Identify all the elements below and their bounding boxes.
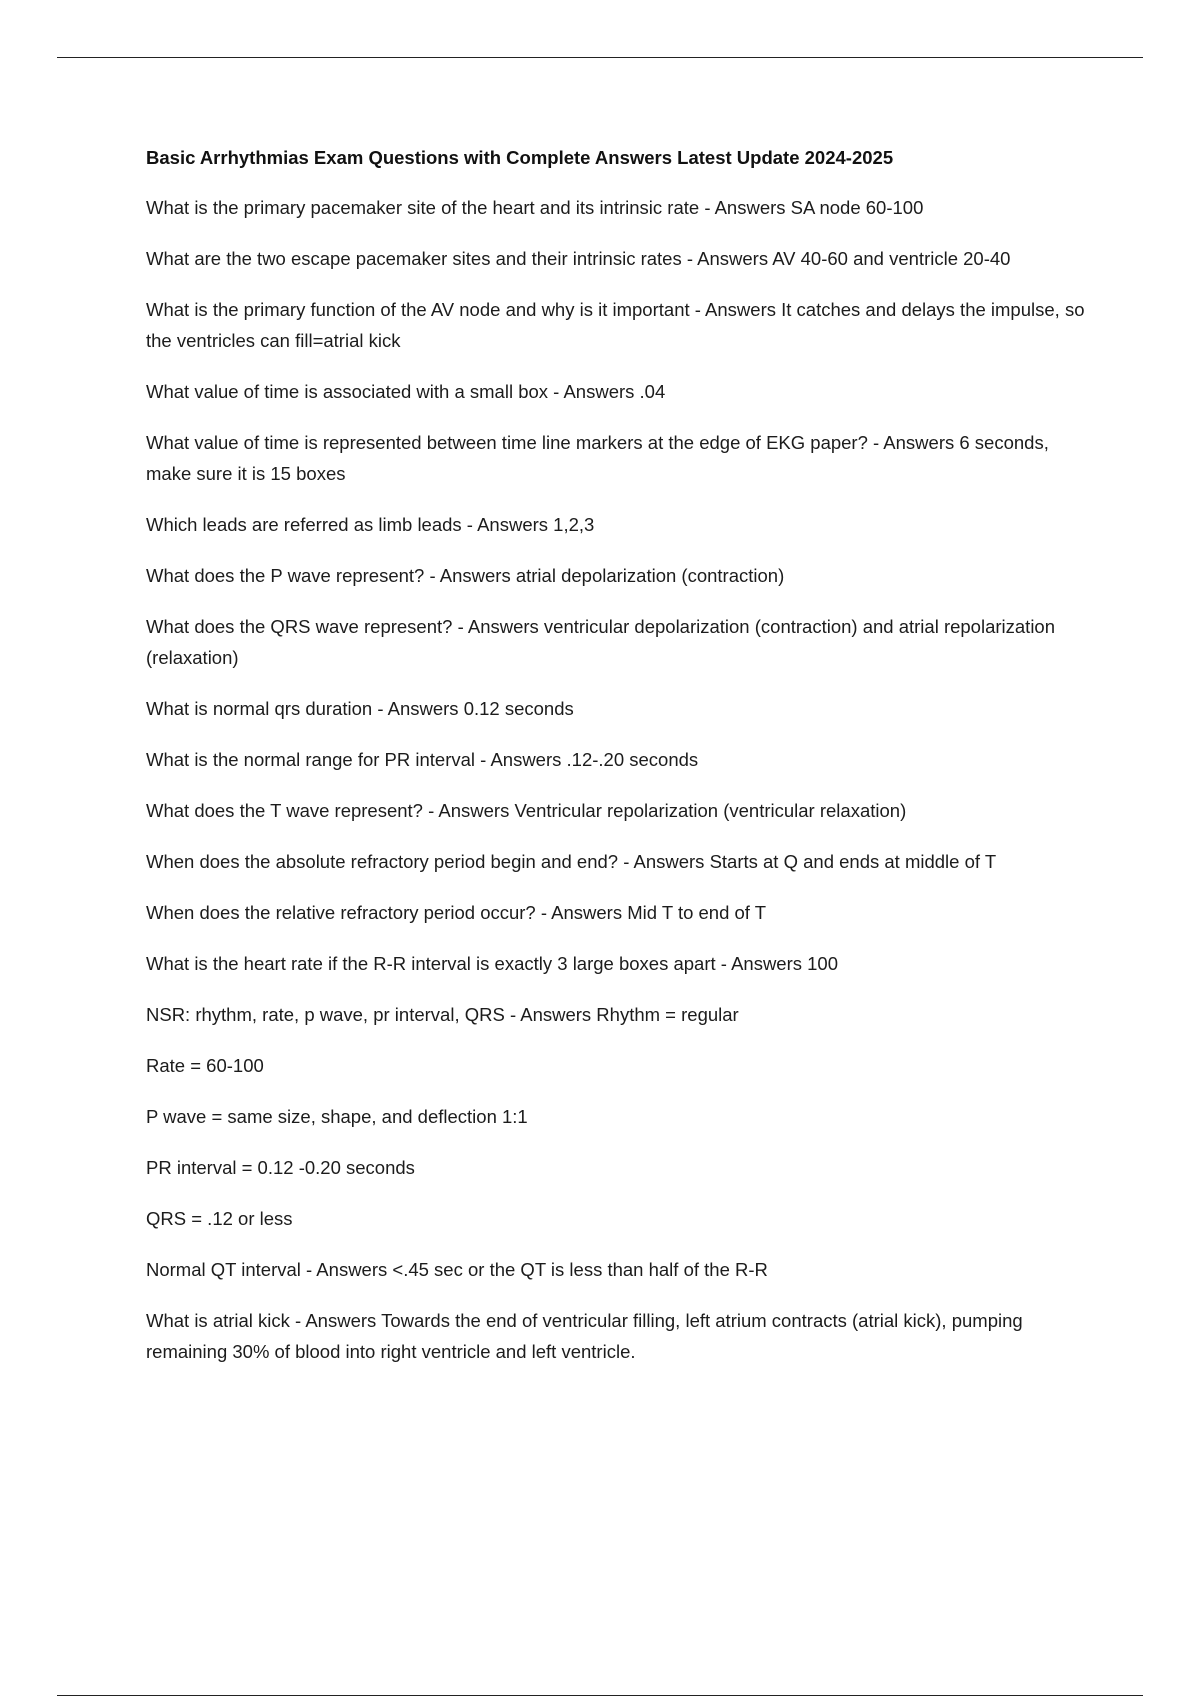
qa-entry: When does the absolute refractory period begin and end? - Answers Starts at Q and ends at middle of T: [146, 851, 997, 872]
qa-entry: What does the T wave represent? - Answers Ventricular repolarization (ventricular relaxation): [146, 800, 907, 821]
document-title: Basic Arrhythmias Exam Questions with Complete Answers Latest Update 2024-2025: [146, 147, 894, 168]
qa-entry: When does the relative refractory period occur? - Answers Mid T to end of T: [146, 902, 767, 923]
top-divider: [57, 57, 1143, 58]
qa-entry: What is the heart rate if the R-R interval is exactly 3 large boxes apart - Answers 100: [146, 953, 839, 974]
qa-entry: QRS = .12 or less: [146, 1208, 293, 1229]
qa-entry: What is the primary function of the AV node and why is it important - Answers It catches and delays the impulse, so the ventricles can fill=atrial kick: [146, 299, 1085, 351]
qa-entry: What is the normal range for PR interval - Answers .12-.20 seconds: [146, 749, 699, 770]
qa-entry: Which leads are referred as limb leads - Answers 1,2,3: [146, 514, 595, 535]
qa-entry: P wave = same size, shape, and deflection 1:1: [146, 1106, 528, 1127]
qa-entry: What value of time is associated with a small box - Answers .04: [146, 381, 666, 402]
qa-entry: Rate = 60-100: [146, 1055, 264, 1076]
qa-entry: What is the primary pacemaker site of the heart and its intrinsic rate - Answers SA node 60-100: [146, 197, 924, 218]
document-body: [146, 146, 1086, 1387]
qa-entry: What is normal qrs duration - Answers 0.12 seconds: [146, 698, 574, 719]
qa-entry: What does the P wave represent? - Answers atrial depolarization (contraction): [146, 565, 785, 586]
qa-entry: What are the two escape pacemaker sites and their intrinsic rates - Answers AV 40-60 and ventricle 20-40: [146, 248, 1011, 269]
qa-entry: NSR: rhythm, rate, p wave, pr interval, QRS - Answers Rhythm = regular: [146, 1004, 739, 1025]
qa-entry: What does the QRS wave represent? - Answers ventricular depolarization (contraction) and atrial repolarization (relaxation): [146, 616, 1056, 668]
qa-entry: What is atrial kick - Answers Towards the end of ventricular filling, left atrium contracts (atrial kick), pumping remaining 30% of blood into right ventricle and left ventricle.: [146, 1310, 1023, 1362]
qa-entry: PR interval = 0.12 -0.20 seconds: [146, 1157, 415, 1178]
qa-entry: Normal QT interval - Answers <.45 sec or the QT is less than half of the R-R: [146, 1259, 768, 1280]
qa-entry: What value of time is represented between time line markers at the edge of EKG paper? - Answers 6 seconds, make sure it is 15 boxes: [146, 432, 1049, 484]
bottom-divider: [57, 1695, 1143, 1696]
